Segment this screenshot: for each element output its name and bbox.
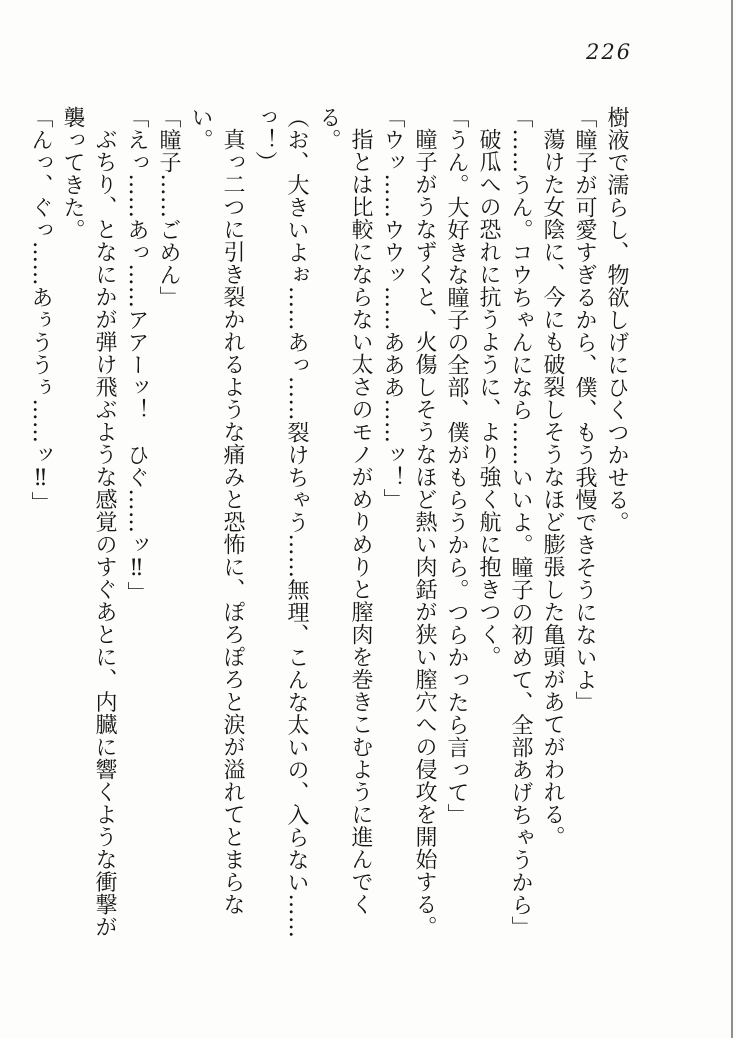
paragraph: ぶちり、となにかが弾け飛ぶような感覚のすぐあとに、内臓に響くような衝撃が襲ってきた。 (60, 106, 117, 938)
paragraph: 蕩けた女陰に、今にも破裂しそうなほど膨張した亀頭があてがわれる。 (540, 128, 565, 848)
novel-text-block (24, 106, 632, 946)
paragraph: 「えっ……あっ……アアーッ！ ひぐ……ッ‼」 (124, 106, 149, 604)
paragraph: 樹液で濡らし、物欲しげにひくつかせる。 (604, 106, 629, 534)
paragraph: 真っ二つに引き裂かれるような痛みと恐怖に、ぽろぽろと涙が溢れてとまらない。 (188, 106, 245, 916)
paragraph: （お、大きいよぉ……あっ……裂けちゃう……無理、こんな太いの、入らない……っ！） (252, 106, 309, 939)
paragraph: 「瞳子……ごめん」 (156, 106, 181, 309)
paragraph: 「んっ、ぐっ……あぅううぅ……ッ‼」 (28, 106, 53, 514)
page-number: 226 (586, 40, 633, 64)
page-scan-edge-line (731, 0, 733, 1038)
paragraph: 「うん。大好きな瞳子の全部、僕がもらうから。つらかったら言って」 (444, 106, 469, 826)
paragraph: 瞳子がうなずくと、火傷しそうなほど熱い肉銛が狭い膣穴への侵攻を開始する。 (412, 128, 437, 938)
paragraph: 「瞳子が可愛すぎるから、僕、もう我慢できそうにないよ」 (572, 106, 597, 714)
paragraph: 「ウッ……ウウッ……あああ……ッ！」 (380, 106, 405, 511)
paragraph: 破瓜への恐れに抗うように、より強く航に抱きつく。 (476, 128, 501, 668)
paragraph: 「……うん。コウちゃんになら……いいよ。瞳子の初めて、全部あげちゃうから」 (508, 106, 533, 939)
paragraph: 指とは比較にならない太さのモノがめりめりと膣肉を巻きこむように進んでくる。 (316, 106, 373, 916)
